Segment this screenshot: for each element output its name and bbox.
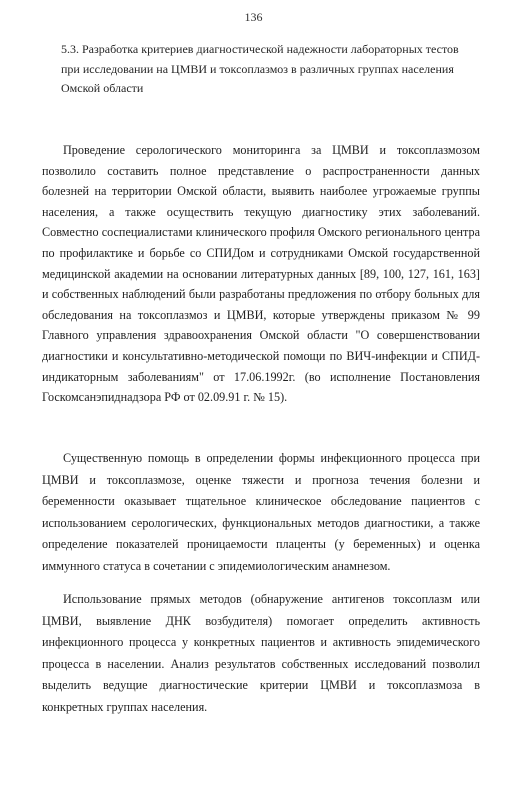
paragraph-clinical-examination <box>42 448 480 577</box>
paragraph-direct-methods <box>42 589 480 718</box>
paragraph-text: Проведение серологического мониторинга за ЦМВИ и токсоплазмозом позволило составить полное представление о распространенности данных болезней на территории Омской области, выявить наиболее угрожаемые группы населения, а также осуществить текущую диагностику этих заболеваний. Совместно соспециалистами клинического профиля Омского регионального центра по профилактике и борьбе со СПИДом и сотрудниками Омской государственной медицинской академии на основании литературных данных [89, 100, 127, 161, 163] и собственных наблюдений были разработаны предложения по отбору больных для обследования на токсоплазмоз и ЦМВИ, которые утверждены приказом № 99 Главного управления здравоохранения Омской области "О совершенствовании диагностики и консультативно-методической помощи по ВИЧ-инфекции и СПИД-индикаторным заболеваниям" от 17.06.1992г. (во исполнение Постановления Госкомсанэпиднадзора РФ от 02.09.91 г. № 15). <box>42 143 480 405</box>
page-number: 136 <box>244 10 263 24</box>
section-heading: 5.3. Разработка критериев диагностической надежности лабораторных тестов при исследовании на ЦМВИ и токсоплазмоз в различных группах населения Омской области <box>61 42 459 95</box>
paragraph-text: Существенную помощь в определении формы инфекционного процесса при ЦМВИ и токсоплазмозе, оценке тяжести и прогноза течения болезни и беременности оказывает тщательное клиническое обследование пациентов с использованием серологических, функциональных методов диагностики, а также определение показателей проницаемости плаценты (у беременных) и оценка иммунного статуса в сочетании с эпидемиологическим анамнезом. <box>42 451 480 573</box>
paragraph-serological-monitoring <box>42 140 480 408</box>
paragraph-text: Использование прямых методов (обнаружение антигенов токсоплазм или ЦМВИ, выявление ДНК возбудителя) помогает определить активность инфекционного процесса у конкретных пациентов и активность эпидемического процесса в населении. Анализ результатов собственных исследований позволил выделить ведущие диагностические критерии ЦМВИ и токсоплазмоза в конкретных группах населения. <box>42 592 480 714</box>
